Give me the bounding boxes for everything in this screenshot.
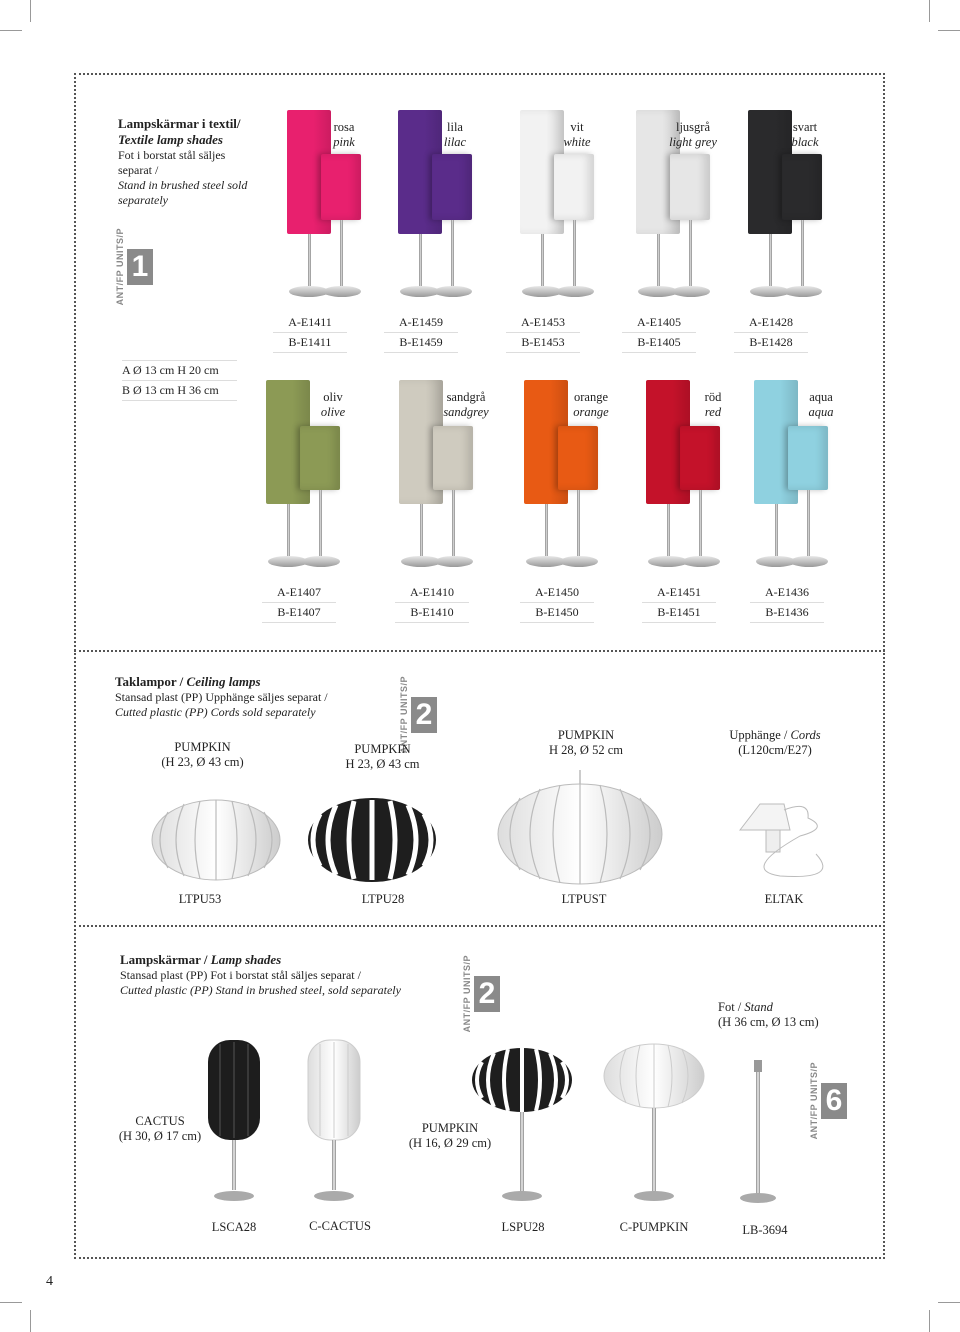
article-codes — [506, 313, 580, 353]
product-name: PUMPKIN — [557, 728, 615, 742]
product-name: PUMPKIN — [354, 742, 411, 756]
product-size: H 28, Ø 52 cm — [549, 743, 623, 757]
article-code-b: B-E1411 — [273, 333, 347, 353]
article-code-b: B-E1459 — [384, 333, 458, 353]
lamp-shade-short — [680, 426, 720, 490]
lamp-rod — [807, 490, 810, 556]
crop-mark — [0, 1302, 22, 1303]
product-code: C-CACTUS — [309, 1219, 371, 1233]
article-code-a: A-E1453 — [506, 313, 580, 333]
units-label: ANT/FP UNITS/P — [809, 1062, 819, 1140]
product-name-en: Cords — [790, 728, 821, 742]
units-number: 2 — [474, 976, 500, 1012]
size-info — [122, 360, 237, 401]
units-badge — [463, 955, 500, 1032]
lamp-rod — [577, 490, 580, 556]
lamp-base — [784, 286, 822, 297]
product-code: LSPU28 — [501, 1220, 545, 1234]
lamp-rod — [689, 220, 692, 286]
product-name: CACTUS — [135, 1114, 185, 1128]
crop-mark — [30, 0, 31, 22]
lamp-base — [672, 286, 710, 297]
size-a: A Ø 13 cm H 20 cm — [122, 360, 237, 381]
section1-title-sv: Lampskärmar i textil/ — [118, 116, 241, 131]
lamp-shade-short — [433, 426, 473, 490]
product-code: C-PUMPKIN — [619, 1220, 689, 1234]
color-name — [776, 390, 866, 420]
lamp-shade-short — [670, 154, 710, 220]
lamp-rod — [451, 220, 454, 286]
lamp-rod — [657, 234, 660, 286]
article-code-a: A-E1459 — [384, 313, 458, 333]
crop-mark — [929, 1310, 930, 1332]
lamp-base — [560, 556, 598, 567]
pumpkin-white-lamp — [152, 800, 280, 880]
color-name — [421, 390, 511, 420]
article-code-a: A-E1451 — [642, 583, 716, 603]
stand-size: (H 36 cm, Ø 13 cm) — [718, 1015, 819, 1029]
product-code: LTPU53 — [178, 892, 222, 906]
color-name-en: black — [791, 135, 819, 149]
section-divider — [74, 925, 885, 927]
units-number: 6 — [821, 1083, 847, 1119]
ceiling-item-1-label — [150, 740, 255, 770]
section2-title-sv: Taklampor / — [115, 674, 187, 689]
article-codes — [395, 583, 469, 623]
color-name-sv: svart — [792, 120, 818, 134]
crop-mark — [0, 30, 22, 31]
product-size: H 23, Ø 43 cm — [345, 757, 420, 771]
article-code-a: A-E1411 — [273, 313, 347, 333]
lamp-rod — [801, 220, 804, 286]
lamp-base — [435, 556, 473, 567]
color-name-en: white — [563, 135, 591, 149]
color-name-sv: orange — [573, 390, 608, 404]
pumpkin-black-lamp — [308, 798, 436, 882]
article-code-b: B-E1436 — [750, 603, 824, 623]
lamp-rod — [541, 234, 544, 286]
lamp-rod — [419, 234, 422, 286]
stand-lamp-base — [740, 1060, 776, 1203]
color-name-sv: sandgrå — [446, 390, 486, 404]
color-name-sv: röd — [704, 390, 722, 404]
crop-mark — [938, 1302, 960, 1303]
crop-mark — [30, 1310, 31, 1332]
units-label: ANT/FP UNITS/P — [115, 228, 125, 306]
stand-name-en: Stand — [744, 1000, 773, 1014]
section3-title-en: Lamp shades — [210, 952, 282, 967]
lamp-rod — [319, 490, 322, 556]
section3-title-sv: Lampskärmar / — [120, 952, 211, 967]
section3-intro — [120, 952, 420, 998]
product-code: LSCA28 — [211, 1220, 257, 1234]
lamp-rod — [573, 220, 576, 286]
section1-desc-sv: separat / — [118, 163, 159, 177]
lamp-shade-short — [558, 426, 598, 490]
section1-desc-en: Stand in brushed steel sold — [118, 178, 248, 192]
section1-intro — [118, 116, 268, 208]
units-number: 1 — [127, 249, 153, 285]
article-code-a: A-E1428 — [734, 313, 808, 333]
article-code-a: A-E1450 — [520, 583, 594, 603]
product-name: PUMPKIN — [421, 1121, 479, 1135]
article-codes — [384, 313, 458, 353]
units-badge — [810, 1062, 847, 1139]
article-code-a: A-E1405 — [622, 313, 696, 333]
color-name — [288, 390, 378, 420]
color-name-sv: lila — [447, 120, 463, 134]
color-name-en: aqua — [808, 405, 834, 419]
article-code-a: A-E1410 — [395, 583, 469, 603]
pumpkin-black-table-lamp — [472, 1048, 572, 1201]
lamp-base — [790, 556, 828, 567]
product-size: (H 23, Ø 43 cm) — [161, 755, 244, 769]
section3-desc-sv: Stansad plast (PP) Fot i borstat stål säljes separat / — [120, 968, 361, 982]
article-code-b: B-E1450 — [520, 603, 594, 623]
color-name-en: red — [704, 405, 722, 419]
section1-desc-sv: Fot i borstat stål säljes — [118, 148, 226, 162]
article-codes — [642, 583, 716, 623]
section2-desc-en: Cutted plastic (PP) Cords sold separately — [115, 705, 316, 719]
color-name-sv: oliv — [323, 390, 343, 404]
cactus-black-lamp — [208, 1040, 260, 1201]
color-name — [532, 120, 622, 150]
units-badge — [116, 228, 153, 305]
article-codes — [273, 313, 347, 353]
article-codes — [520, 583, 594, 623]
article-code-b: B-E1428 — [734, 333, 808, 353]
lamp-rod — [308, 234, 311, 286]
article-code-b: B-E1410 — [395, 603, 469, 623]
color-name-sv: ljusgrå — [675, 120, 711, 134]
color-name-en: orange — [573, 405, 609, 419]
ceiling-item-2-label — [330, 742, 435, 772]
lamp-base — [682, 556, 720, 567]
lamp-rod — [287, 504, 290, 556]
article-code-b: B-E1451 — [642, 603, 716, 623]
section2-desc-sv: Stansad plast (PP) Upphänge säljes separat / — [115, 690, 328, 704]
lamp-shade-short — [321, 154, 361, 220]
article-code-b: B-E1405 — [622, 333, 696, 353]
product-code: ELTAK — [764, 892, 804, 906]
article-codes — [734, 313, 808, 353]
product-size: (L120cm/E27) — [738, 743, 812, 757]
section2-title-en: Ceiling lamps — [186, 674, 261, 689]
units-label: ANT/FP UNITS/P — [462, 955, 472, 1033]
section1-desc-en: separately — [118, 193, 168, 207]
color-name-sv: vit — [570, 120, 584, 134]
cactus-white-lamp — [308, 1040, 360, 1201]
pumpkin-large-lamp — [498, 770, 662, 884]
crop-mark — [929, 0, 930, 22]
color-name-en: sandgrey — [443, 405, 489, 419]
lamp-rod — [699, 490, 702, 556]
lamp-shade-short — [300, 426, 340, 490]
lamp-base — [302, 556, 340, 567]
product-name: PUMPKIN — [174, 740, 231, 754]
color-name-sv: rosa — [333, 120, 355, 134]
lamp-rod — [545, 504, 548, 556]
lamp-base — [556, 286, 594, 297]
lamp-base — [323, 286, 361, 297]
color-name — [299, 120, 389, 150]
lamp-shade-short — [432, 154, 472, 220]
article-code-a: A-E1407 — [262, 583, 336, 603]
lamp-rod — [452, 490, 455, 556]
color-name-en: light grey — [669, 135, 717, 149]
color-name — [648, 120, 738, 150]
ceiling-item-4-label — [715, 728, 835, 758]
article-code-b: B-E1407 — [262, 603, 336, 623]
lamp-base — [434, 286, 472, 297]
units-label: ANT/FP UNITS/P — [399, 676, 409, 754]
cord-set — [740, 804, 823, 877]
pumpkin-white-table-lamp — [604, 1044, 704, 1201]
article-code-b: B-E1453 — [506, 333, 580, 353]
article-codes — [622, 313, 696, 353]
table-lamps-illustration — [190, 1030, 790, 1210]
section-divider — [74, 650, 885, 652]
ceiling-lamps-illustration — [140, 770, 860, 890]
lamp-rod — [667, 504, 670, 556]
product-name: Upphänge / — [729, 728, 791, 742]
color-name-en: lilac — [443, 135, 467, 149]
color-name-en: pink — [333, 135, 355, 149]
lamp-shade-short — [554, 154, 594, 220]
lamp-shade-short — [782, 154, 822, 220]
product-size: (H 16, Ø 29 cm) — [408, 1136, 492, 1150]
units-number: 2 — [411, 697, 437, 733]
lamp-shade-short — [788, 426, 828, 490]
color-name-sv: aqua — [809, 390, 833, 404]
lamp-rod — [775, 504, 778, 556]
page-number: 4 — [46, 1274, 53, 1289]
color-name — [760, 120, 850, 150]
lamp-rod — [769, 234, 772, 286]
crop-mark — [938, 30, 960, 31]
product-code: LB-3694 — [742, 1223, 788, 1237]
section3-desc-en: Cutted plastic (PP) Stand in brushed steel, sold separately — [120, 983, 401, 997]
article-code-a: A-E1436 — [750, 583, 824, 603]
stand-label — [718, 1000, 838, 1030]
color-name — [546, 390, 636, 420]
stand-name: Fot / — [718, 1000, 745, 1014]
color-name — [410, 120, 500, 150]
section1-title-en: Textile lamp shades — [118, 132, 223, 147]
product-size: (H 30, Ø 17 cm) — [118, 1129, 202, 1143]
product-code: LTPUST — [561, 892, 607, 906]
ceiling-item-3-label — [533, 728, 639, 758]
product-code: LTPU28 — [361, 892, 405, 906]
lamp-rod — [420, 504, 423, 556]
color-name-en: olive — [320, 405, 346, 419]
article-codes — [750, 583, 824, 623]
size-b: B Ø 13 cm H 36 cm — [122, 381, 237, 401]
article-codes — [262, 583, 336, 623]
lamp-rod — [340, 220, 343, 286]
section2-intro — [115, 674, 375, 720]
color-name — [668, 390, 758, 420]
